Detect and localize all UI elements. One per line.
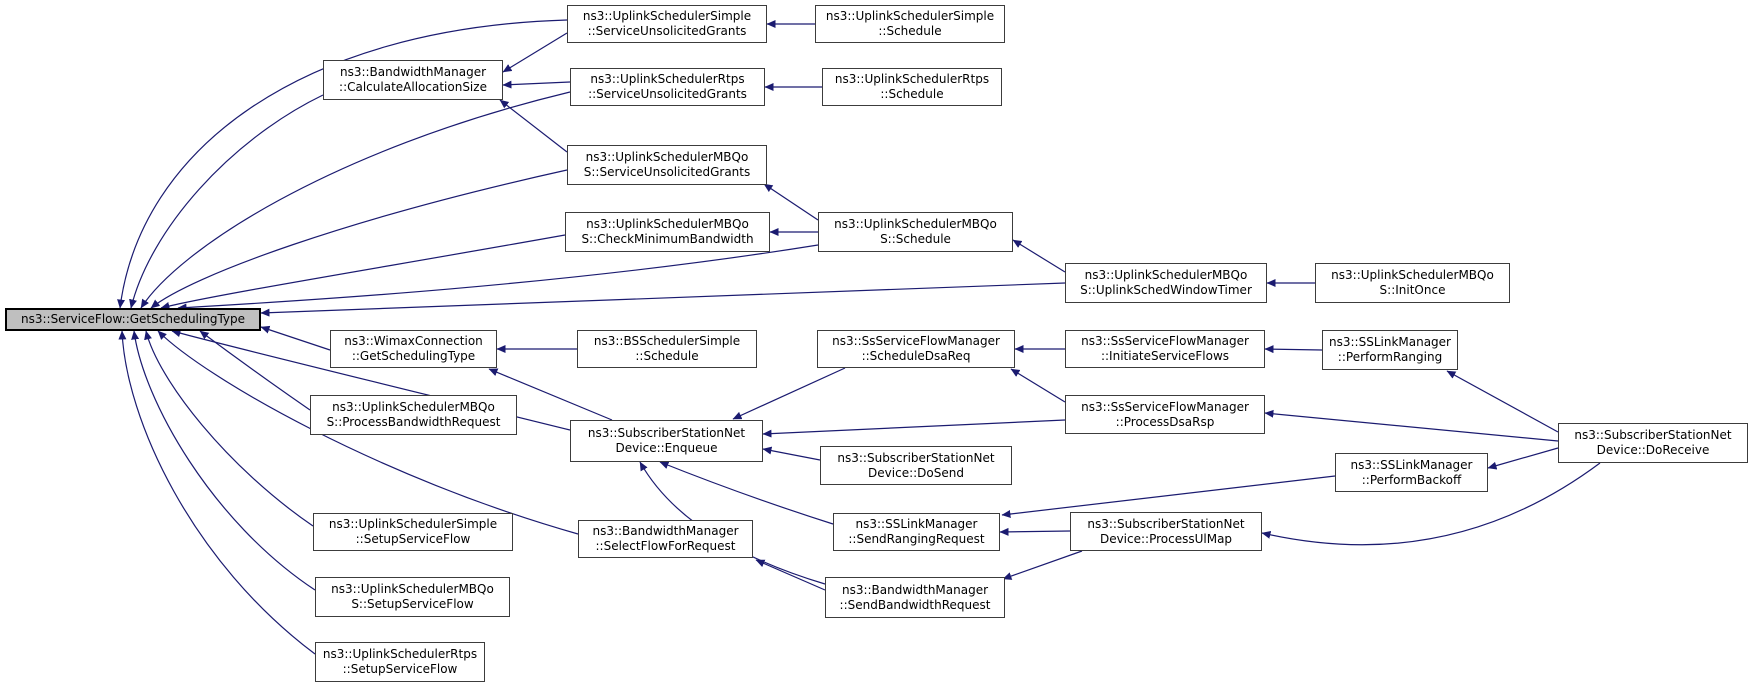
node-label-line: S::ServiceUnsolicitedGrants xyxy=(583,165,751,179)
node-label-line: ::CalculateAllocationSize xyxy=(339,80,487,94)
node-label-line: Device::ProcessUlMap xyxy=(1099,531,1233,546)
node-label-line: ::ServiceUnsolicitedGrants xyxy=(587,24,747,38)
graph-node-sendRangingReq[interactable] xyxy=(833,513,1000,551)
graph-node-simpleSetupSF[interactable] xyxy=(313,513,513,551)
node-label-line: ::Schedule xyxy=(878,24,942,38)
node-label-line: ns3::BandwidthManager xyxy=(339,65,487,79)
node-label-line: ns3::SSLinkManager xyxy=(1350,457,1473,472)
graph-node-performRanging[interactable] xyxy=(1322,330,1458,370)
graph-node-sendBWReq[interactable] xyxy=(825,577,1005,618)
graph-node-rtpsSchedule[interactable] xyxy=(822,68,1002,106)
node-label-line: ::Schedule xyxy=(635,349,699,363)
graph-node-processUlMap[interactable] xyxy=(1070,512,1262,551)
graph-node-doReceive[interactable] xyxy=(1558,423,1748,463)
node-label-line: ::InitiateServiceFlows xyxy=(1100,349,1230,363)
node-label-line: ns3::UplinkSchedulerMBQo xyxy=(332,400,495,414)
node-label-line: ns3::UplinkSchedulerMBQo xyxy=(1331,268,1494,282)
node-label-line: ns3::UplinkSchedulerRtps xyxy=(834,72,990,86)
graph-node-bsSchedSimple[interactable] xyxy=(577,330,757,368)
node-label-line: S::SetupServiceFlow xyxy=(351,597,474,611)
node-label-line: ns3::SubscriberStationNet xyxy=(587,426,746,440)
graph-node-simpleSUG[interactable] xyxy=(567,5,767,43)
graph-node-calcAlloc[interactable] xyxy=(323,60,503,100)
node-label-line: ns3::UplinkSchedulerSimple xyxy=(825,9,995,23)
node-label-line: ns3::UplinkSchedulerRtps xyxy=(322,647,478,661)
node-label-line: ns3::UplinkSchedulerMBQo xyxy=(834,217,997,231)
node-label-line: ns3::UplinkSchedulerSimple xyxy=(328,517,498,531)
node-label-line: ns3::UplinkSchedulerMBQo xyxy=(586,217,749,231)
node-label-line: ns3::SubscriberStationNet xyxy=(1574,428,1732,442)
node-label-line: S::ProcessBandwidthRequest xyxy=(326,415,501,429)
node-label-line: ::SendBandwidthRequest xyxy=(839,597,991,612)
graph-node-mbqosSchedule[interactable] xyxy=(818,212,1013,252)
node-label-line: ns3::UplinkSchedulerMBQo xyxy=(1084,268,1248,282)
node-label-line: ::PerformBackoff xyxy=(1361,472,1462,487)
graph-node-schedWindowTimer[interactable] xyxy=(1065,263,1267,303)
graph-node-processDsaRsp[interactable] xyxy=(1065,395,1265,434)
node-label-line: ns3::SsServiceFlowManager xyxy=(1081,399,1249,414)
node-label-line: S::InitOnce xyxy=(1379,283,1446,297)
node-label-line: ::Schedule xyxy=(880,87,944,101)
graph-node-rtpsSetupSF[interactable] xyxy=(315,642,485,682)
node-label-line: ::SetupServiceFlow xyxy=(342,662,458,676)
node-label-line: S::CheckMinimumBandwidth xyxy=(581,232,754,246)
node-label-line: ::GetSchedulingType xyxy=(351,349,476,363)
graph-node-enqueue[interactable] xyxy=(570,420,763,462)
graph-node-checkMinBW[interactable] xyxy=(565,212,770,252)
node-label-line: ::PerformRanging xyxy=(1337,350,1443,364)
node-label-line: Device::DoReceive xyxy=(1596,443,1710,457)
node-label-line: ::ServiceUnsolicitedGrants xyxy=(588,87,747,101)
graph-node-wimaxGST[interactable] xyxy=(330,330,497,368)
node-label-line: ns3::SsServiceFlowManager xyxy=(832,334,1000,348)
graph-node-initiateSF[interactable] xyxy=(1065,330,1265,368)
node-label-line: ns3::UplinkSchedulerMBQo xyxy=(331,582,494,596)
graph-node-mbqosSetupSF[interactable] xyxy=(315,577,510,617)
node-label-line: S::Schedule xyxy=(880,232,951,246)
graph-node-performBackoff[interactable] xyxy=(1335,453,1488,492)
node-label-line: ns3::UplinkSchedulerMBQo xyxy=(585,150,749,164)
graph-node-root xyxy=(5,308,261,331)
graph-node-doSend[interactable] xyxy=(820,446,1012,485)
node-label-line: ns3::SSLinkManager xyxy=(855,517,978,531)
node-label-line: ::ProcessDsaRsp xyxy=(1115,414,1215,429)
graph-node-selectFlow[interactable] xyxy=(578,520,753,558)
node-label-line: ns3::SubscriberStationNet xyxy=(837,450,995,465)
node-label-line: ns3::SsServiceFlowManager xyxy=(1081,334,1249,348)
graph-node-mbqosSUG[interactable] xyxy=(567,145,767,185)
graph-node-rtpsSUG[interactable] xyxy=(570,68,765,106)
graph-node-scheduleDsaReq[interactable] xyxy=(817,330,1015,368)
node-label-line: ns3::SSLinkManager xyxy=(1329,335,1451,349)
node-label-line: Device::Enqueue xyxy=(615,441,718,455)
graph-node-processBWReq[interactable] xyxy=(310,395,517,435)
node-label-line: ::ScheduleDsaReq xyxy=(861,349,971,363)
node-label-line: ::SelectFlowForRequest xyxy=(595,539,736,553)
graph-node-initOnce[interactable] xyxy=(1315,263,1510,303)
node-label-line: S::UplinkSchedWindowTimer xyxy=(1080,283,1252,297)
node-label-line: ::SetupServiceFlow xyxy=(355,532,471,546)
node-label-line: ns3::BandwidthManager xyxy=(592,524,739,538)
node-label-line: ns3::UplinkSchedulerSimple xyxy=(582,9,752,23)
node-label-line: ::SendRangingRequest xyxy=(848,532,985,546)
node-label-line: Device::DoSend xyxy=(868,465,964,480)
node-label-line: ns3::UplinkSchedulerRtps xyxy=(590,72,745,86)
node-label-line: ns3::WimaxConnection xyxy=(344,334,483,348)
node-label-line: ns3::BSSchedulerSimple xyxy=(593,334,741,348)
graph-node-simpleSchedule[interactable] xyxy=(815,5,1005,43)
node-label-line: ns3::ServiceFlow::GetSchedulingType xyxy=(20,312,245,326)
node-label-line: ns3::SubscriberStationNet xyxy=(1087,516,1245,531)
node-label-line: ns3::BandwidthManager xyxy=(841,582,989,597)
